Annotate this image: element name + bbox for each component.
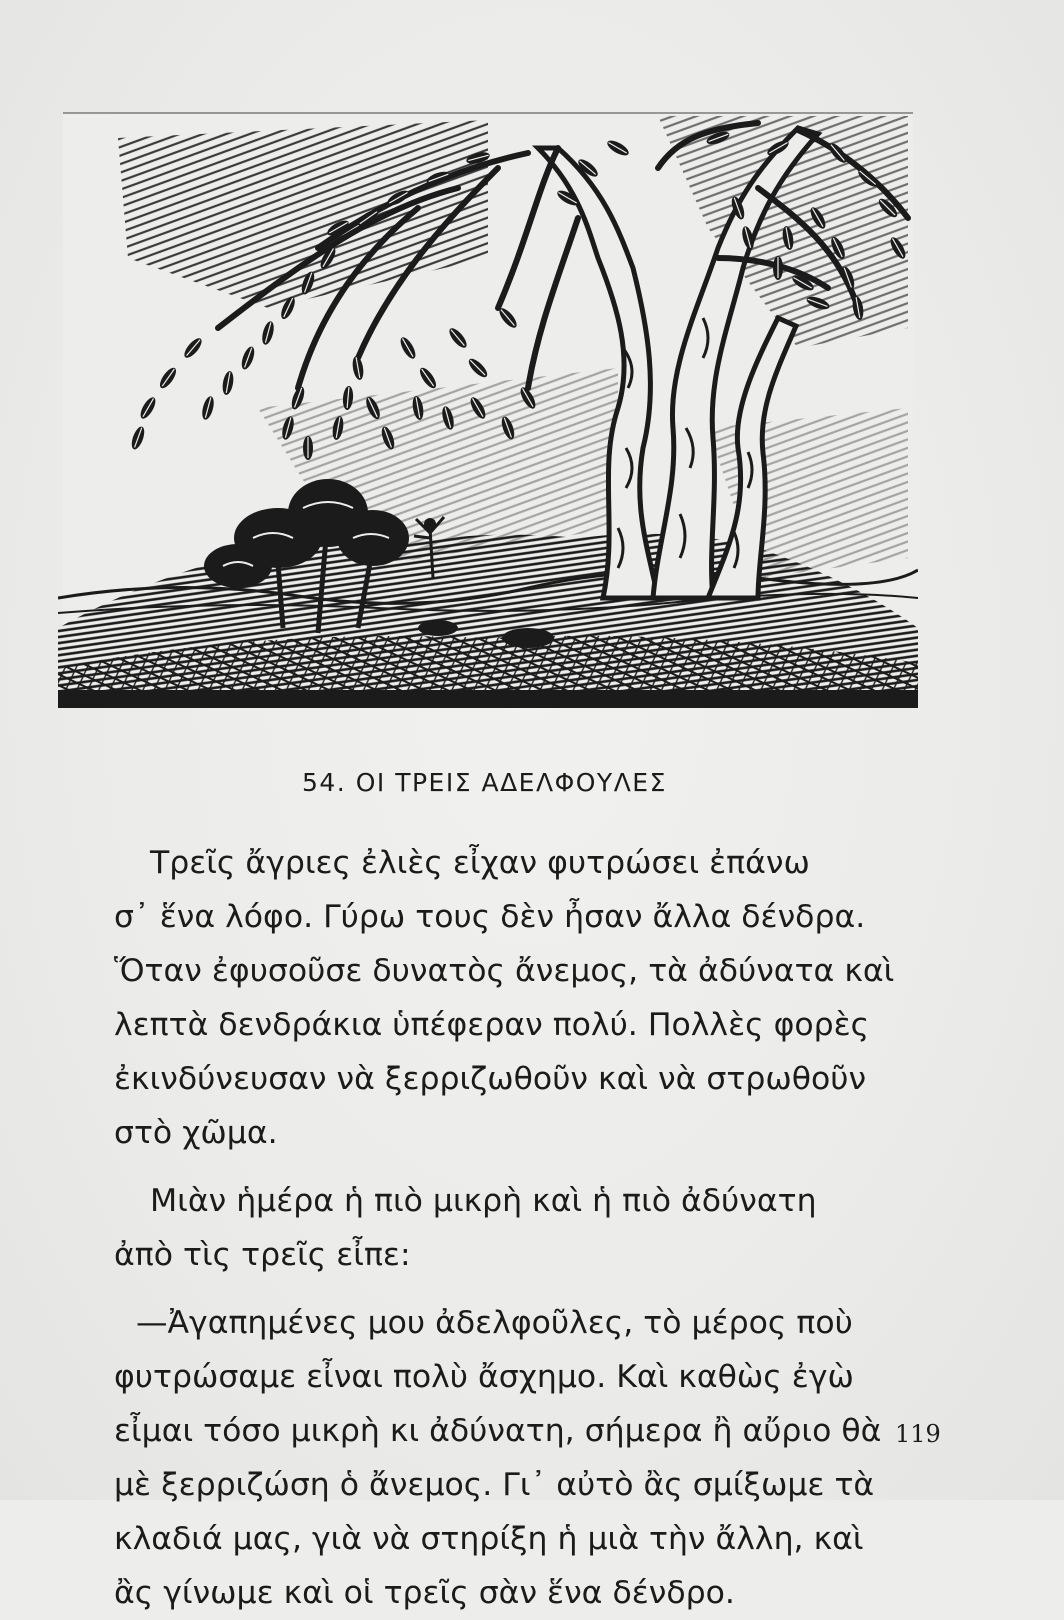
text-line: εἶμαι τόσο μικρὴ κι ἀδύνατη, σήμερα ἢ αὔριο θὰ <box>114 1413 882 1449</box>
text-line: φυτρώσαμε εἶναι πολὺ ἄσχημο. Καὶ καθὼς ἐγὼ <box>114 1359 854 1395</box>
paragraph-2 <box>114 1174 936 1282</box>
text-line: ἀπὸ τὶς τρεῖς εἶπε: <box>114 1237 411 1273</box>
text-line: μὲ ξερριζώση ὁ ἄνεμος. Γι᾽ αὐτὸ ἂς σμίξωμε τὰ <box>114 1467 875 1503</box>
chapter-title: 54. ΟΙ ΤΡΕΙΣ ΑΔΕΛΦΟΥΛΕΣ <box>302 768 667 797</box>
story-text <box>114 836 936 1620</box>
text-line: στὸ χῶμα. <box>114 1115 278 1151</box>
text-line: Τρεῖς ἄγριες ἐλιὲς εἶχαν φυτρώσει ἐπάνω <box>150 845 810 881</box>
paragraph-3 <box>114 1296 936 1620</box>
woodcut-drawing <box>58 108 918 708</box>
text-line: σ᾽ ἕνα λόφο. Γύρω τους δὲν ἦσαν ἄλλα δένδρα. <box>114 899 866 935</box>
page-number: 119 <box>895 1420 941 1448</box>
text-line: λεπτὰ δενδράκια ὑπέφεραν πολύ. Πολλὲς φορὲς <box>114 1007 870 1043</box>
text-line: Μιὰν ἡμέρα ἡ πιὸ μικρὴ καὶ ἡ πιὸ ἀδύνατη <box>150 1183 817 1219</box>
text-line: κλαδιά μας, γιὰ νὰ στηρίξη ἡ μιὰ τὴν ἄλλη, καὶ <box>114 1521 864 1557</box>
illustration-olive-trees-on-hill <box>58 108 918 708</box>
text-line: —Ἀγαπημένες μου ἀδελφοῦλες, τὸ μέρος ποὺ <box>136 1305 853 1341</box>
text-line: ἐκινδύνευσαν νὰ ξερριζωθοῦν καὶ νὰ στρωθοῦν <box>114 1061 867 1097</box>
text-line: ἂς γίνωμε καὶ οἱ τρεῖς σὰν ἕνα δένδρο. <box>114 1575 735 1611</box>
paragraph-1 <box>114 836 936 1160</box>
text-line: Ὅταν ἐφυσοῦσε δυνατὸς ἄνεμος, τὰ ἀδύνατα καὶ <box>114 953 895 989</box>
